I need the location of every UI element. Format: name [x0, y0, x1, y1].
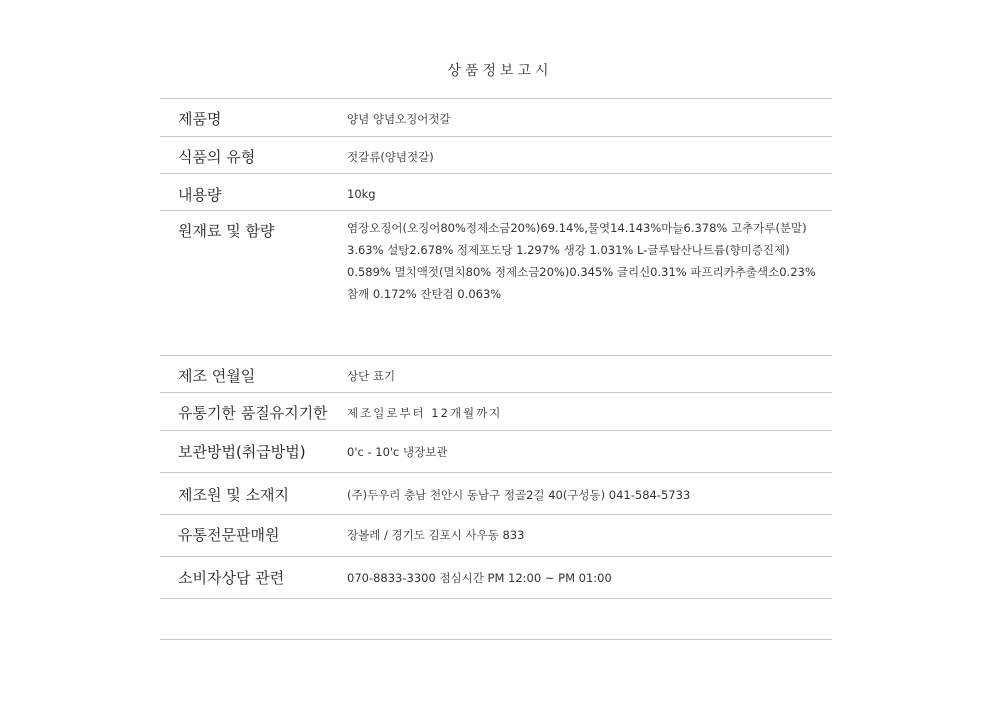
- divider: [160, 392, 832, 393]
- row-label-expiry: 유통기한 품질유지기한: [178, 404, 328, 422]
- divider: [160, 472, 832, 473]
- row-value-customer-service: 070-8833-3300 점심시간 PM 12:00 ~ PM 01:00: [347, 571, 612, 585]
- divider: [160, 98, 832, 99]
- row-label-distributor: 유통전문판매원: [178, 526, 280, 544]
- page-title: 상품정보고시: [447, 63, 553, 79]
- divider: [160, 639, 832, 640]
- row-label-manufacturer: 제조원 및 소재지: [178, 486, 289, 504]
- row-value-ingredients: [347, 217, 816, 305]
- row-label-net-weight: 내용량: [178, 186, 222, 204]
- row-label-manufacture-date: 제조 연월일: [178, 367, 256, 385]
- row-value-distributor: 장볼레 / 경기도 김포시 사우동 833: [347, 528, 525, 542]
- row-label-storage: 보관방법(취급방법): [178, 443, 306, 461]
- divider: [160, 514, 832, 515]
- row-value-manufacturer: (주)두우리 충남 천안시 동남구 정골2길 40(구성동) 041-584-5733: [347, 488, 691, 502]
- row-value-product-name: 양념 양념오징어젓갈: [347, 112, 451, 126]
- divider: [160, 173, 832, 174]
- row-label-product-name: 제품명: [178, 110, 222, 128]
- divider: [160, 210, 832, 211]
- row-value-storage: 0'c - 10'c 냉장보관: [347, 445, 448, 459]
- row-label-food-type: 식품의 유형: [178, 148, 256, 166]
- row-value-manufacture-date: 상단 표기: [347, 369, 396, 383]
- divider: [160, 598, 832, 599]
- row-label-customer-service: 소비자상담 관련: [178, 569, 285, 587]
- row-label-ingredients: 원재료 및 함량: [178, 222, 275, 240]
- ingredients-line: 0.589% 멸치액젓(멸치80% 정제소금20%)0.345% 글리신0.31% 파프리카추출색소0.23%: [347, 265, 816, 279]
- row-value-expiry: 제조일로부터 12개월까지: [347, 406, 503, 420]
- row-value-food-type: 젓갈류(양념젓갈): [347, 150, 434, 164]
- row-value-net-weight: 10kg: [347, 187, 376, 201]
- divider: [160, 430, 832, 431]
- divider: [160, 136, 832, 137]
- ingredients-line: 참깨 0.172% 잔탄검 0.063%: [347, 287, 502, 301]
- divider: [160, 556, 832, 557]
- ingredients-line: 염장오징어(오징어80%정제소금20%)69.14%,물엿14.143%마늘6.378% 고추가루(분말): [347, 221, 807, 235]
- divider: [160, 355, 832, 356]
- ingredients-line: 3.63% 설탕2.678% 정제포도당 1.297% 생강 1.031% L-글루탐산나트륨(향미증진제): [347, 243, 790, 257]
